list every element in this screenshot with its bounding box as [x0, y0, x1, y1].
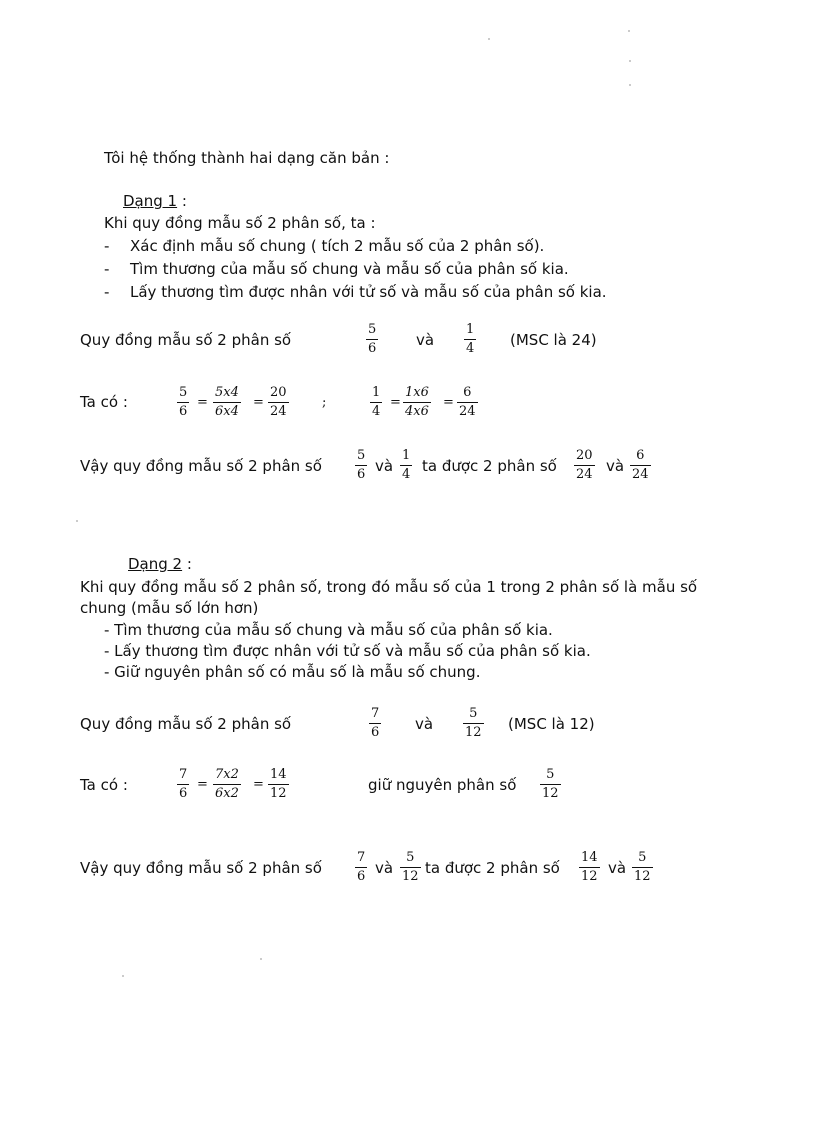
- denominator: 24: [576, 467, 593, 482]
- numerator: 7: [371, 706, 380, 721]
- dang2-lead-1: Khi quy đồng mẫu số 2 phân số, trong đó mẫu số của 1 trong 2 phân số là mẫu số: [80, 578, 698, 596]
- numerator: 14: [581, 850, 598, 865]
- dang2-work-keep-fraction: [540, 767, 561, 802]
- dang2-example-prompt: Quy đồng mẫu số 2 phân số: [80, 715, 292, 733]
- equals-sign: =: [253, 395, 264, 410]
- dang1-work-label: Ta có :: [80, 393, 128, 411]
- dang2-conclusion-and: và: [375, 859, 394, 877]
- numerator: 20: [270, 385, 287, 400]
- numerator: 1: [372, 385, 381, 400]
- denominator: 12: [581, 869, 598, 884]
- denominator: 6: [368, 341, 377, 356]
- dang1-example-msc: (MSC là 24): [510, 331, 597, 349]
- dang1-conclusion-and-2: và: [606, 457, 625, 475]
- intro-text: Tôi hệ thống thành hai dạng căn bản :: [104, 149, 390, 167]
- numerator: 1x6: [405, 385, 429, 400]
- dang1-conclusion-r2: [630, 448, 651, 483]
- dang2-conclusion-r2: [632, 850, 653, 885]
- scan-speck: [629, 60, 631, 62]
- dang2-example-fraction-2: [463, 706, 484, 741]
- dang1-work-b-mul: [403, 385, 431, 420]
- denominator: 6: [179, 786, 188, 801]
- denominator: 6: [179, 404, 188, 419]
- dang2-heading: [128, 554, 192, 574]
- denominator: 24: [270, 404, 287, 419]
- dang2-work-a-mul: [213, 767, 241, 802]
- equals-sign: =: [390, 395, 401, 410]
- dang2-conclusion-mid: ta được 2 phân số: [425, 859, 560, 877]
- denominator: 6: [357, 467, 366, 482]
- numerator: 5: [357, 448, 366, 463]
- dang2-work-a-result: [268, 767, 289, 802]
- denominator: 12: [634, 869, 651, 884]
- dang2-lead-2: chung (mẫu số lớn hơn): [80, 599, 259, 617]
- dang1-conclusion-r1: [574, 448, 595, 483]
- dang1-conclusion-f1: [355, 448, 367, 483]
- dang2-step-2: - Lấy thương tìm được nhân với tử số và mẫu số của phân số kia.: [104, 642, 591, 660]
- dang2-conclusion-f2: [400, 850, 421, 885]
- dang1-step-3: Lấy thương tìm được nhân với tử số và mẫu số của phân số kia.: [130, 283, 607, 301]
- dang2-step-3: - Giữ nguyên phân số có mẫu số là mẫu số chung.: [104, 663, 481, 681]
- dang2-step-1: - Tìm thương của mẫu số chung và mẫu số của phân số kia.: [104, 621, 553, 639]
- dang1-step-2: Tìm thương của mẫu số chung và mẫu số của phân số kia.: [130, 260, 569, 278]
- dang1-step-bullet: -: [104, 283, 110, 301]
- dang2-example-and: và: [415, 715, 434, 733]
- numerator: 5x4: [215, 385, 239, 400]
- equals-sign: =: [197, 777, 208, 792]
- dang1-work-b-result: [457, 385, 478, 420]
- dang1-conclusion-f2: [400, 448, 412, 483]
- dang1-example-fraction-2: [464, 322, 476, 357]
- dang1-work-a-result: [268, 385, 289, 420]
- dang2-conclusion-r1: [579, 850, 600, 885]
- dang1-heading-colon: :: [177, 192, 187, 210]
- equals-sign: =: [443, 395, 454, 410]
- denominator: 4: [466, 341, 475, 356]
- numerator: 7: [357, 850, 366, 865]
- dang2-heading-label: Dạng 2: [128, 555, 183, 573]
- denominator: 4: [372, 404, 381, 419]
- dang1-step-1: Xác định mẫu số chung ( tích 2 mẫu số của 2 phân số).: [130, 237, 545, 255]
- denominator: 6: [357, 869, 366, 884]
- denominator: 24: [459, 404, 476, 419]
- numerator: 20: [576, 448, 593, 463]
- dang1-conclusion-pre: Vậy quy đồng mẫu số 2 phân số: [80, 457, 322, 475]
- scan-speck: [260, 958, 262, 960]
- dang1-work-b: [370, 385, 382, 420]
- numerator: 5: [638, 850, 647, 865]
- dang1-example-and: và: [416, 331, 435, 349]
- dang1-step-bullet: -: [104, 237, 110, 255]
- dang1-heading: [123, 191, 187, 211]
- numerator: 5: [469, 706, 478, 721]
- numerator: 5: [179, 385, 188, 400]
- denominator: 6x2: [215, 786, 239, 801]
- dang1-example-prompt: Quy đồng mẫu số 2 phân số: [80, 331, 292, 349]
- dang1-work-a-mul: [213, 385, 241, 420]
- dang1-heading-label: Dạng 1: [123, 192, 178, 210]
- denominator: 6x4: [215, 404, 239, 419]
- denominator: 24: [632, 467, 649, 482]
- scan-speck: [629, 84, 631, 86]
- separator: ;: [322, 395, 327, 410]
- denominator: 12: [542, 786, 559, 801]
- numerator: 7: [179, 767, 188, 782]
- equals-sign: =: [253, 777, 264, 792]
- dang1-conclusion-and: và: [375, 457, 394, 475]
- numerator: 5: [406, 850, 415, 865]
- dang1-conclusion-mid: ta được 2 phân số: [422, 457, 557, 475]
- scan-speck: [76, 520, 78, 522]
- dang1-lead: Khi quy đồng mẫu số 2 phân số, ta :: [104, 214, 376, 232]
- scan-speck: [122, 975, 124, 977]
- dang2-conclusion-pre: Vậy quy đồng mẫu số 2 phân số: [80, 859, 322, 877]
- dang2-work-a: [177, 767, 189, 802]
- denominator: 4: [402, 467, 411, 482]
- numerator: 7x2: [215, 767, 239, 782]
- dang2-work-keep: giữ nguyên phân số: [368, 776, 517, 794]
- denominator: 12: [402, 869, 419, 884]
- scan-speck: [628, 30, 630, 32]
- numerator: 1: [466, 322, 475, 337]
- denominator: 6: [371, 725, 380, 740]
- dang2-conclusion-and-2: và: [608, 859, 627, 877]
- dang1-example-fraction-1: [366, 322, 378, 357]
- dang2-heading-colon: :: [182, 555, 192, 573]
- numerator: 1: [402, 448, 411, 463]
- dang2-work-label: Ta có :: [80, 776, 128, 794]
- denominator: 12: [465, 725, 482, 740]
- dang1-work-a: [177, 385, 189, 420]
- numerator: 14: [270, 767, 287, 782]
- denominator: 4x6: [405, 404, 429, 419]
- dang2-example-msc: (MSC là 12): [508, 715, 595, 733]
- numerator: 5: [546, 767, 555, 782]
- denominator: 12: [270, 786, 287, 801]
- equals-sign: =: [197, 395, 208, 410]
- numerator: 6: [636, 448, 645, 463]
- numerator: 5: [368, 322, 377, 337]
- dang2-conclusion-f1: [355, 850, 367, 885]
- numerator: 6: [463, 385, 472, 400]
- dang2-example-fraction-1: [369, 706, 381, 741]
- dang1-step-bullet: -: [104, 260, 110, 278]
- scan-speck: [488, 38, 490, 40]
